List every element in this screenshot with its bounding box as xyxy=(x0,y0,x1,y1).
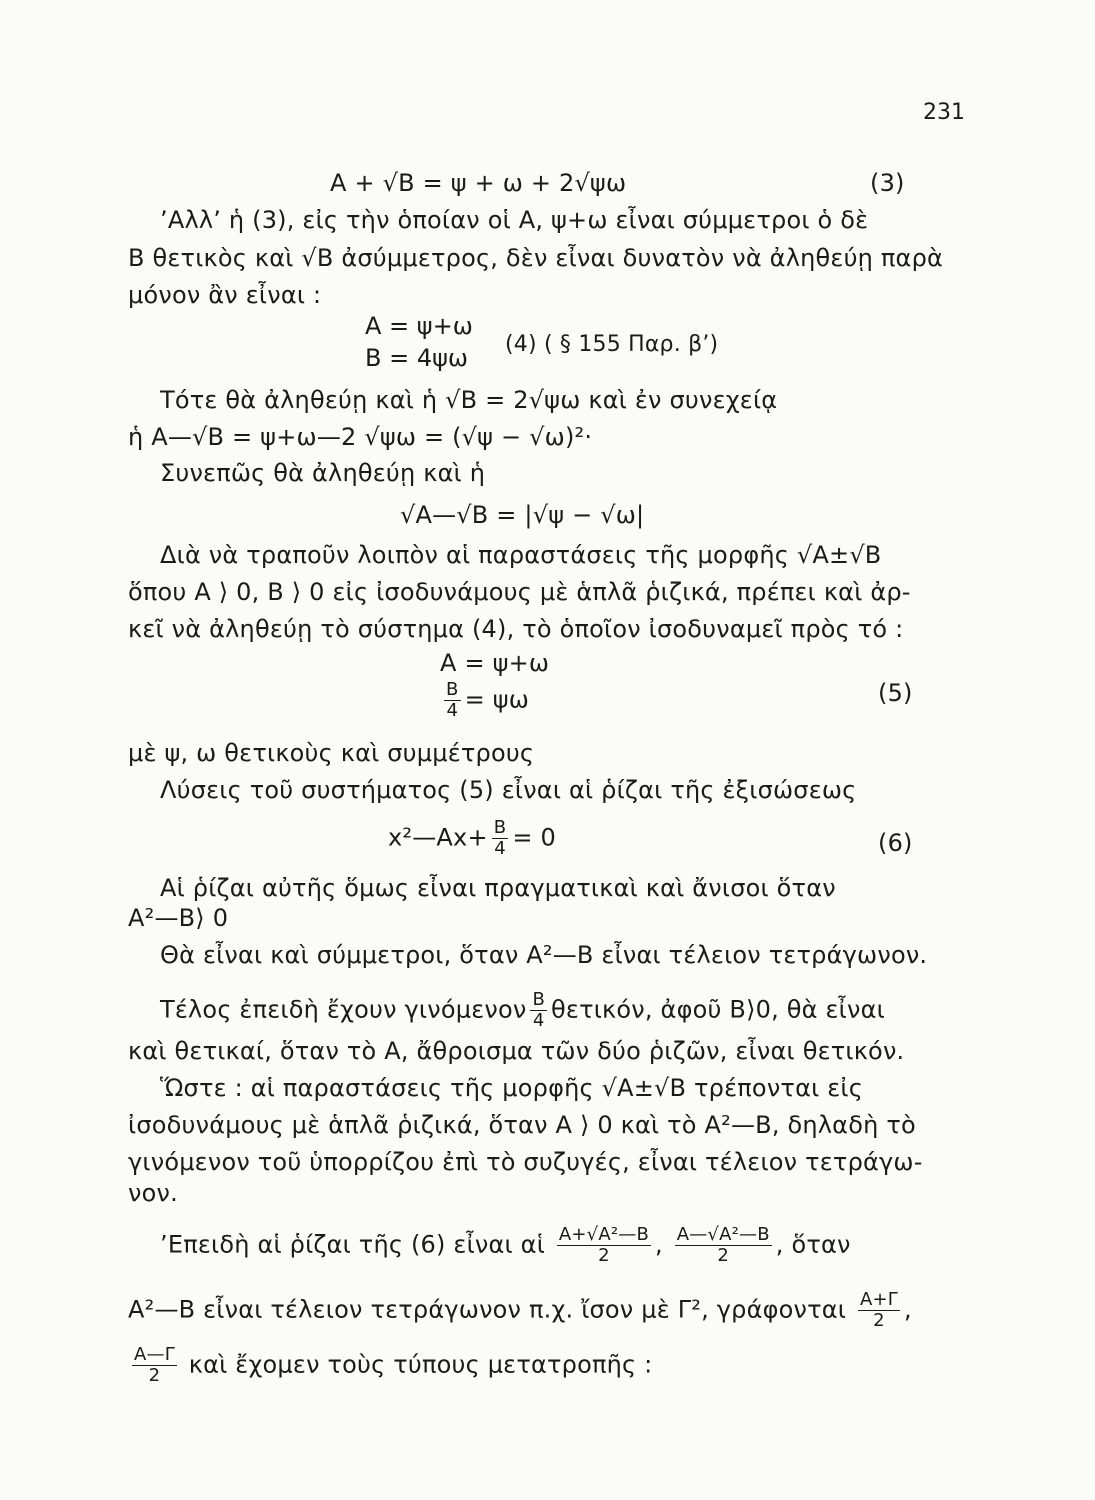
text-line: Διὰ νὰ τραποῦν λοιπὸν αἱ παραστάσεις τῆς μορφῆς √Α±√Β xyxy=(160,541,882,569)
page-number: 231 xyxy=(923,100,965,125)
text-line: Τέλος ἐπειδὴ ἔχουν γινόμενον $\frac{B}{4}$ θετικόν, ἀφοῦ Β⟩0, θὰ εἶναι xyxy=(160,989,885,1031)
text-line: Θὰ εἶναι καὶ σύμμετροι, ὅταν Α²—Β εἶναι τέλειον τετράγωνον. xyxy=(160,941,928,969)
fraction: $\frac{B}{4}$ xyxy=(446,679,459,721)
equation-6: x²—Αx+ $\frac{B}{4}$ = 0 xyxy=(388,817,556,859)
equation-3: A + √B = ψ + ω + 2√ψω xyxy=(330,169,627,197)
system-4 xyxy=(365,310,473,374)
text-line: ἰσοδυνάμους μὲ ἁπλᾶ ῥιζικά, ὅταν Α ⟩ 0 καὶ τὸ Α²—Β, δηλαδὴ τὸ xyxy=(128,1111,916,1139)
equation-3-label: (3) xyxy=(870,169,905,197)
text-line: ὅπου Α ⟩ 0, Β ⟩ 0 εἰς ἰσοδυνάμους μὲ ἁπλᾶ ῥιζικά, πρέπει καὶ ἀρ- xyxy=(128,578,911,606)
system-5-line2: $\frac{B}{4}$ = ψω xyxy=(446,679,530,721)
text-line: Αἱ ῥίζαι αὐτῆς ὅμως εἶναι πραγματικαὶ καὶ ἄνισοι ὅταν xyxy=(160,874,836,902)
text-line: Λύσεις τοῦ συστήματος (5) εἶναι αἱ ῥίζαι τῆς ἐξισώσεως xyxy=(160,776,857,804)
equation-abs: √Α—√Β = |√ψ − √ω| xyxy=(400,501,645,529)
text-line: Α²—Β⟩ 0 xyxy=(128,904,229,932)
text-line: Β θετικὸς καὶ √Β ἀσύμμετρος, δὲν εἶναι δυνατὸν νὰ ἀληθεύῃ παρὰ xyxy=(128,244,944,272)
fraction: $\frac{A—\Gamma}{2}$ xyxy=(134,1344,175,1386)
text-line: ’Επειδὴ αἱ ῥίζαι τῆς (6) εἶναι αἱ $\frac{\text{Α+√Α²—Β}}{2}$ , $\frac{\text{Α—√Α²—Β}}{2}$ , ὅταν xyxy=(160,1224,851,1266)
fraction: $\frac{\text{Α+√Α²—Β}}{2}$ xyxy=(558,1224,650,1266)
text-line: $\frac{A—\Gamma}{2}$ καὶ ἔχομεν τοὺς τύπους μετατροπῆς : xyxy=(134,1344,653,1386)
system-4-line: Β = 4ψω xyxy=(365,344,469,372)
text-line: κεῖ νὰ ἀληθεύῃ τὸ σύστημα (4), τὸ ὁποῖον ἰσοδυναμεῖ πρὸς τό : xyxy=(128,615,904,643)
fraction: $\frac{B}{4}$ xyxy=(532,989,546,1031)
text-line: μὲ ψ, ω θετικοὺς καὶ συμμέτρους xyxy=(128,739,535,767)
text-line: μόνον ἂν εἶναι : xyxy=(128,281,322,309)
system-4-line: Α = ψ+ω xyxy=(365,312,473,340)
fraction: $\frac{A+\Gamma}{2}$ xyxy=(859,1289,899,1331)
fraction: $\frac{\text{Α—√Α²—Β}}{2}$ xyxy=(676,1224,770,1266)
text-line: καὶ θετικαί, ὅταν τὸ Α, ἄθροισμα τῶν δύο ῥιζῶν, εἶναι θετικόν. xyxy=(128,1037,905,1065)
text-line: Α²—Β εἶναι τέλειον τετράγωνον π.χ. ἴσον μὲ Γ², γράφονται $\frac{A+\Gamma}{2}$ , xyxy=(128,1289,912,1331)
text-line: ἡ Α—√Β = ψ+ω—2 √ψω = (√ψ − √ω)²· xyxy=(128,423,593,451)
text-line: Συνεπῶς θὰ ἀληθεύῃ καὶ ἡ xyxy=(160,459,486,487)
text-line: ’Αλλ’ ἡ (3), εἰς τὴν ὁποίαν οἱ Α, ψ+ω εἶναι σύμμετροι ὁ δὲ xyxy=(160,206,869,234)
text-line: γινόμενον τοῦ ὑπορρίζου ἐπὶ τὸ συζυγές, εἶναι τέλειον τετράγω- xyxy=(128,1148,923,1176)
equation-6-label: (6) xyxy=(878,829,913,857)
fraction: $\frac{B}{4}$ xyxy=(493,817,507,859)
text-line: νον. xyxy=(128,1179,178,1207)
system-4-label: (4) ( § 155 Παρ. β’) xyxy=(505,332,719,357)
text-line: Τότε θὰ ἀληθεύῃ καὶ ἡ √Β = 2√ψω καὶ ἐν συνεχείᾳ xyxy=(160,386,778,414)
text-line: Ὥστε : αἱ παραστάσεις τῆς μορφῆς √Α±√Β τρέπονται εἰς xyxy=(160,1074,864,1102)
system-5-label: (5) xyxy=(878,679,913,707)
system-5-line: Α = ψ+ω xyxy=(440,649,550,677)
